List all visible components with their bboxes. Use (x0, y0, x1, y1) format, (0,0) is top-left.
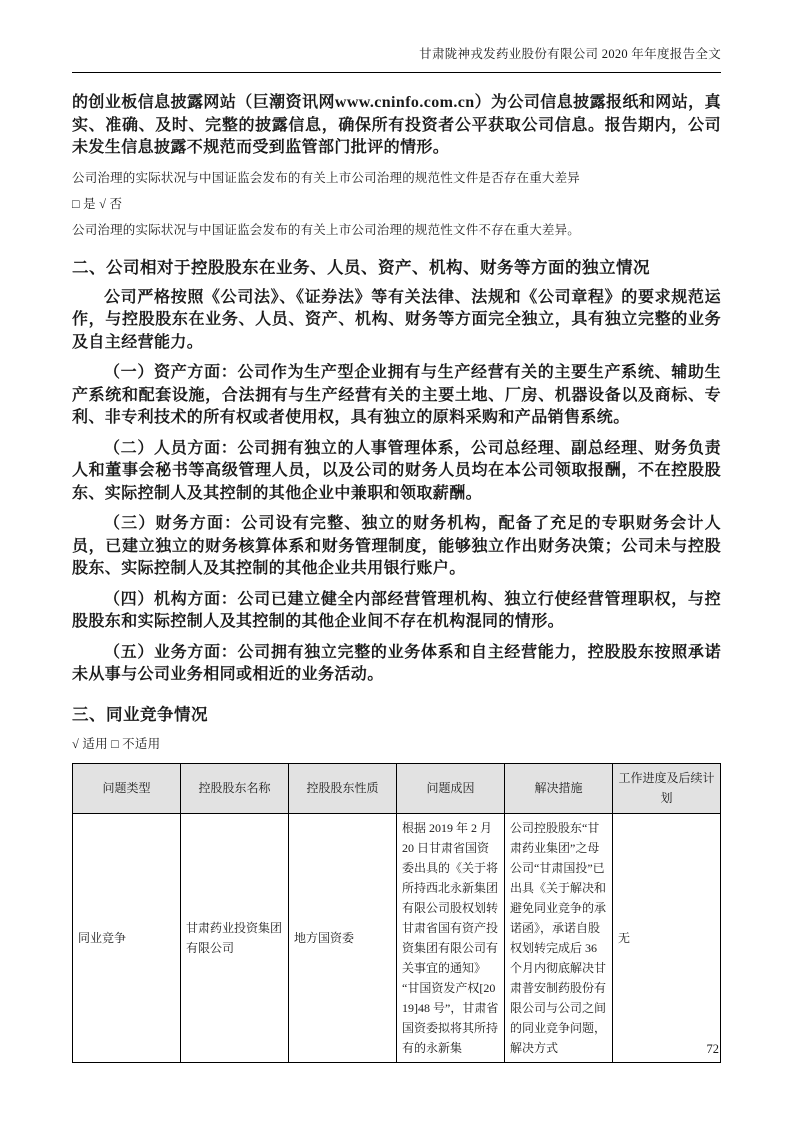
applicable-checkboxes: √ 适用 □ 不适用 (72, 736, 161, 751)
col-header-progress: 工作进度及后续计划 (613, 763, 721, 813)
page-number: 72 (706, 1042, 719, 1056)
col-header-shareholder-name: 控股股东名称 (181, 763, 289, 813)
section-heading-competition: 三、同业竞争情况 (72, 705, 208, 724)
table-row (73, 813, 721, 1062)
cell-shareholder-name: 甘肃药业投资集团有限公司 (181, 813, 289, 1062)
col-header-cause: 问题成因 (397, 763, 505, 813)
independence-paragraph-overview: 公司严格按照《公司法》、《证券法》等有关法律、法规和《公司章程》的要求规范运作，与控股股东在业务、人员、资产、机构、财务等方面完全独立，具有独立完整的业务及自主经营能力。 (72, 288, 721, 351)
section-heading-independence: 二、公司相对于控股股东在业务、人员、资产、机构、财务等方面的独立情况 (72, 258, 650, 277)
independence-paragraph-personnel: （二）人员方面：公司拥有独立的人事管理体系，公司总经理、副总经理、财务负责人和董事会秘书等高级管理人员，以及公司的财务人员均在本公司领取报酬，不在控股股东、实际控制人及其控制的其他企业中兼职和领取薪酬。 (72, 439, 721, 502)
governance-question: 公司治理的实际状况与中国证监会发布的有关上市公司治理的规范性文件是否存在重大差异 (72, 170, 581, 185)
col-header-shareholder-nature: 控股股东性质 (289, 763, 397, 813)
col-header-issue-type: 问题类型 (73, 763, 181, 813)
cell-cause: 根据 2019 年 2 月 20 日甘肃省国资委出具的《关于将所持西北永新集团有限公司股权划转甘肃省国有资产投资集团有限公司有关事宜的通知》“甘国资发产权[2019]48 号”，甘肃省国资委拟将其所持有的永新集 (397, 813, 505, 1062)
running-header-title: 甘肃陇神戎发药业股份有限公司 2020 年年度报告全文 (72, 46, 721, 73)
independence-paragraph-organization: （四）机构方面：公司已建立健全内部经营管理机构、独立行使经营管理职权，与控股股东和实际控制人及其控制的其他企业间不存在机构混同的情形。 (72, 590, 721, 630)
independence-paragraph-assets: （一）资产方面：公司作为生产型企业拥有与生产经营有关的主要生产系统、辅助生产系统和配套设施，合法拥有与生产经营有关的主要土地、厂房、机器设备以及商标、专利、非专利技术的所有权或者使用权，具有独立的原料采购和产品销售系统。 (72, 364, 721, 426)
table-header-row (73, 763, 721, 813)
cell-issue-type: 同业竞争 (73, 813, 181, 1062)
cell-shareholder-nature: 地方国资委 (289, 813, 397, 1062)
governance-statement: 公司治理的实际状况与中国证监会发布的有关上市公司治理的规范性文件不存在重大差异。 (72, 222, 581, 237)
independence-paragraph-business: （五）业务方面：公司拥有独立完整的业务体系和自主经营能力，控股股东按照承诺未从事与公司业务相同或相近的业务活动。 (72, 643, 721, 683)
cell-measures: 公司控股股东“甘肃药业集团”之母公司“甘肃国投”已出具《关于解决和避免同业竞争的承诺函》，承诺自股权划转完成后 36 个月内彻底解决甘肃普安制药股份有限公司与公司之间的同业竞争问题，解决方式 (505, 813, 613, 1062)
intro-paragraph: 的创业板信息披露网站（巨潮资讯网www.cninfo.com.cn）为公司信息披露报纸和网站，真实、准确、及时、完整的披露信息，确保所有投资者公平获取公司信息。报告期内，公司未发生信息披露不规范而受到监管部门批评的情形。 (72, 94, 721, 156)
competition-issue-table (72, 763, 721, 1063)
governance-answer-checkboxes: □ 是 √ 否 (72, 196, 123, 211)
cell-progress: 无 (613, 813, 721, 1062)
col-header-measures: 解决措施 (505, 763, 613, 813)
independence-paragraph-finance: （三）财务方面：公司设有完整、独立的财务机构，配备了充足的专职财务会计人员，已建立独立的财务核算体系和财务管理制度，能够独立作出财务决策；公司未与控股股东、实际控制人及其控制的其他企业共用银行账户。 (72, 515, 721, 577)
